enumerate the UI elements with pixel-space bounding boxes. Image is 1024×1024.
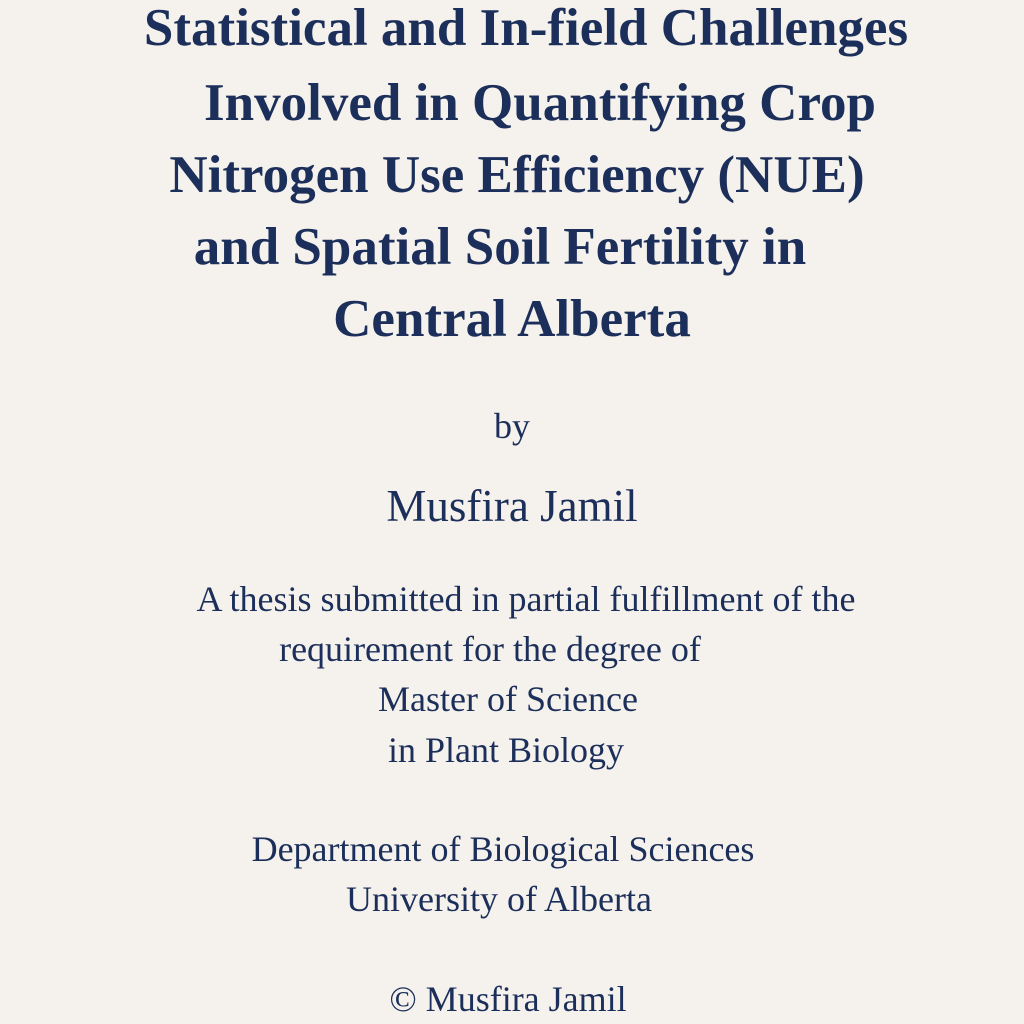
- statement-line-3: Master of Science: [378, 679, 638, 719]
- title-line-5: Central Alberta: [333, 290, 691, 348]
- copyright-notice: © Musfira Jamil: [389, 979, 627, 1019]
- title-line-4: and Spatial Soil Fertility in: [193, 218, 807, 276]
- statement-line-2: requirement for the degree of: [279, 629, 701, 669]
- by-label: by: [494, 406, 530, 446]
- statement-line-4: in Plant Biology: [387, 730, 625, 770]
- department-name: Department of Biological Sciences: [251, 829, 755, 869]
- title-line-1: Statistical and In-field Challenges: [143, 0, 909, 57]
- title-line-2: Involved in Quantifying Crop: [204, 74, 876, 132]
- university-name: University of Alberta: [346, 879, 652, 919]
- author-name: Musfira Jamil: [386, 481, 638, 531]
- statement-line-1: A thesis submitted in partial fulfillment of the: [196, 579, 856, 619]
- title-line-3: Nitrogen Use Efficiency (NUE): [169, 146, 865, 204]
